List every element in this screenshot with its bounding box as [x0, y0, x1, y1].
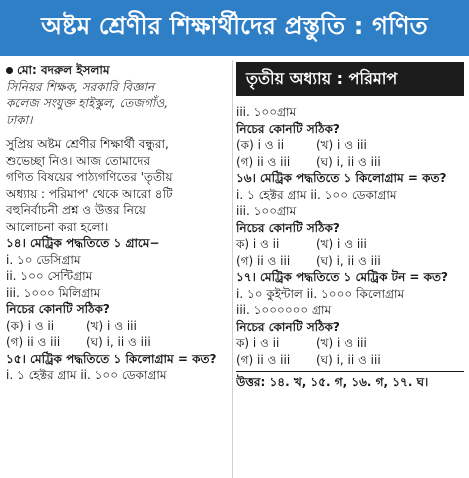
- which-correct-label: নিচের কোনটি সঠিক?: [6, 302, 110, 316]
- option: (ক) i ও ii: [236, 138, 285, 152]
- option-row: [236, 352, 464, 369]
- intro-line: অধ্যায় : পরিমাপ' থেকে আরো ৪টি: [6, 186, 173, 201]
- author-affiliation-line: কলেজ সংযুক্ত হাইস্কুল, তেজগাঁও,: [6, 96, 169, 110]
- intro-line: সুপ্রিয় অষ্টম শ্রেণীর শিক্ষার্থী বন্ধুরা,: [6, 137, 169, 151]
- statement: ii. ১০০ সেন্টিগ্রাম: [6, 269, 93, 283]
- option-row: [236, 253, 464, 270]
- statement: i. ১০ ডেসিগ্রাম: [6, 252, 81, 267]
- statement: i. ১ হেক্টর গ্রাম ii. ১০০ ডেকাগ্রাম: [236, 187, 397, 202]
- option: (খ) i ও iii: [316, 336, 367, 350]
- intro-line: বহুনির্বাচনী প্রশ্ন ও উত্তর নিয়ে: [6, 203, 146, 217]
- intro-line: আলোচনা করা হলো।: [6, 219, 109, 234]
- option: (ক) i ও ii: [6, 318, 55, 333]
- option: (গ) ii ও iii: [236, 352, 291, 367]
- question-17-stem: ১৭। মেট্রিক পদ্ধতিতে ১ মেট্রিক টন = কত?: [236, 270, 448, 284]
- statement: i. ১০ কুইন্টাল ii. ১০০০ কিলোগ্রাম: [236, 286, 405, 301]
- option-row: [6, 334, 232, 351]
- author-name: মো: বদরুল ইসলাম: [17, 63, 110, 77]
- question-15-stem: ১৫। মেট্রিক পদ্ধতিতে ১ কিলোগ্রাম = কত?: [6, 351, 217, 366]
- statement: iii. ১০০গ্রাম: [236, 204, 297, 218]
- question-16-stem: ১৬। মেট্রিক পদ্ধতিতে ১ কিলোগ্রাম = কত?: [236, 171, 447, 185]
- column-divider: [232, 60, 233, 478]
- option: (ঘ) i, ii ও iii: [316, 352, 381, 367]
- option: ক) i ও ii: [236, 237, 280, 251]
- option: (খ) i ও iii: [316, 138, 367, 152]
- headline-title: অষ্টম শ্রেণীর শিক্ষার্থীদের প্রস্তুতি : গণিত: [41, 12, 428, 40]
- intro-line: শুভেচ্ছা নিও। আজ তোমাদের: [6, 153, 151, 168]
- option: (গ) ii ও iii: [6, 335, 61, 349]
- statement: iii. ১০০০০০০ গ্রাম: [236, 303, 332, 317]
- which-correct-label: নিচের কোনটি সঠিক?: [236, 220, 340, 235]
- option: (ঘ) i, ii ও iii: [316, 154, 381, 169]
- question-14-stem: ১৪। মেট্রিক পদ্ধতিতে ১ গ্রামে−: [6, 236, 160, 250]
- statement: iii. ১০০০ মিলিগ্রাম: [6, 285, 101, 300]
- option-row: [236, 236, 464, 253]
- option: (খ) i ও iii: [316, 237, 367, 251]
- option: (ঘ) i, ii ও iii: [86, 335, 151, 349]
- answer-divider: [236, 371, 464, 372]
- author-affiliation-line: ঢাকা।: [6, 112, 33, 127]
- which-correct-label: নিচের কোনটি সঠিক?: [236, 121, 340, 136]
- statement: iii. ১০০গ্রাম: [236, 105, 297, 119]
- left-column: [6, 62, 232, 384]
- statement: i. ১ হেক্টর গ্রাম ii. ১০০ ডেকাগ্রাম: [6, 368, 167, 382]
- option: (খ) i ও iii: [86, 318, 137, 333]
- option: (গ) ii ও iii: [236, 154, 291, 169]
- headline-banner: [0, 0, 469, 56]
- option-row: [6, 318, 232, 335]
- option: (ঘ) i, ii ও iii: [316, 253, 381, 268]
- author-byline: [6, 62, 232, 79]
- option-row: [236, 137, 464, 154]
- which-correct-label: নিচের কোনটি সঠিক?: [236, 319, 340, 334]
- chapter-heading: তৃতীয় অধ্যায় : পরিমাপ: [236, 62, 464, 96]
- option-row: [236, 154, 464, 171]
- right-column: [236, 62, 464, 391]
- option: (গ) ii ও iii: [236, 253, 291, 268]
- option: ক) i ও ii: [236, 336, 280, 350]
- bullet-icon: [6, 67, 13, 74]
- answer-key: উত্তর: ১৪. খ, ১৫. গ, ১৬. গ, ১৭. ঘ।: [236, 375, 429, 389]
- intro-line: গণিত বিষয়ের পাঠ্যগণিতের 'তৃতীয়: [6, 170, 173, 184]
- option-row: [236, 335, 464, 352]
- author-affiliation-line: সিনিয়র শিক্ষক, সরকারি বিজ্ঞান: [6, 79, 155, 94]
